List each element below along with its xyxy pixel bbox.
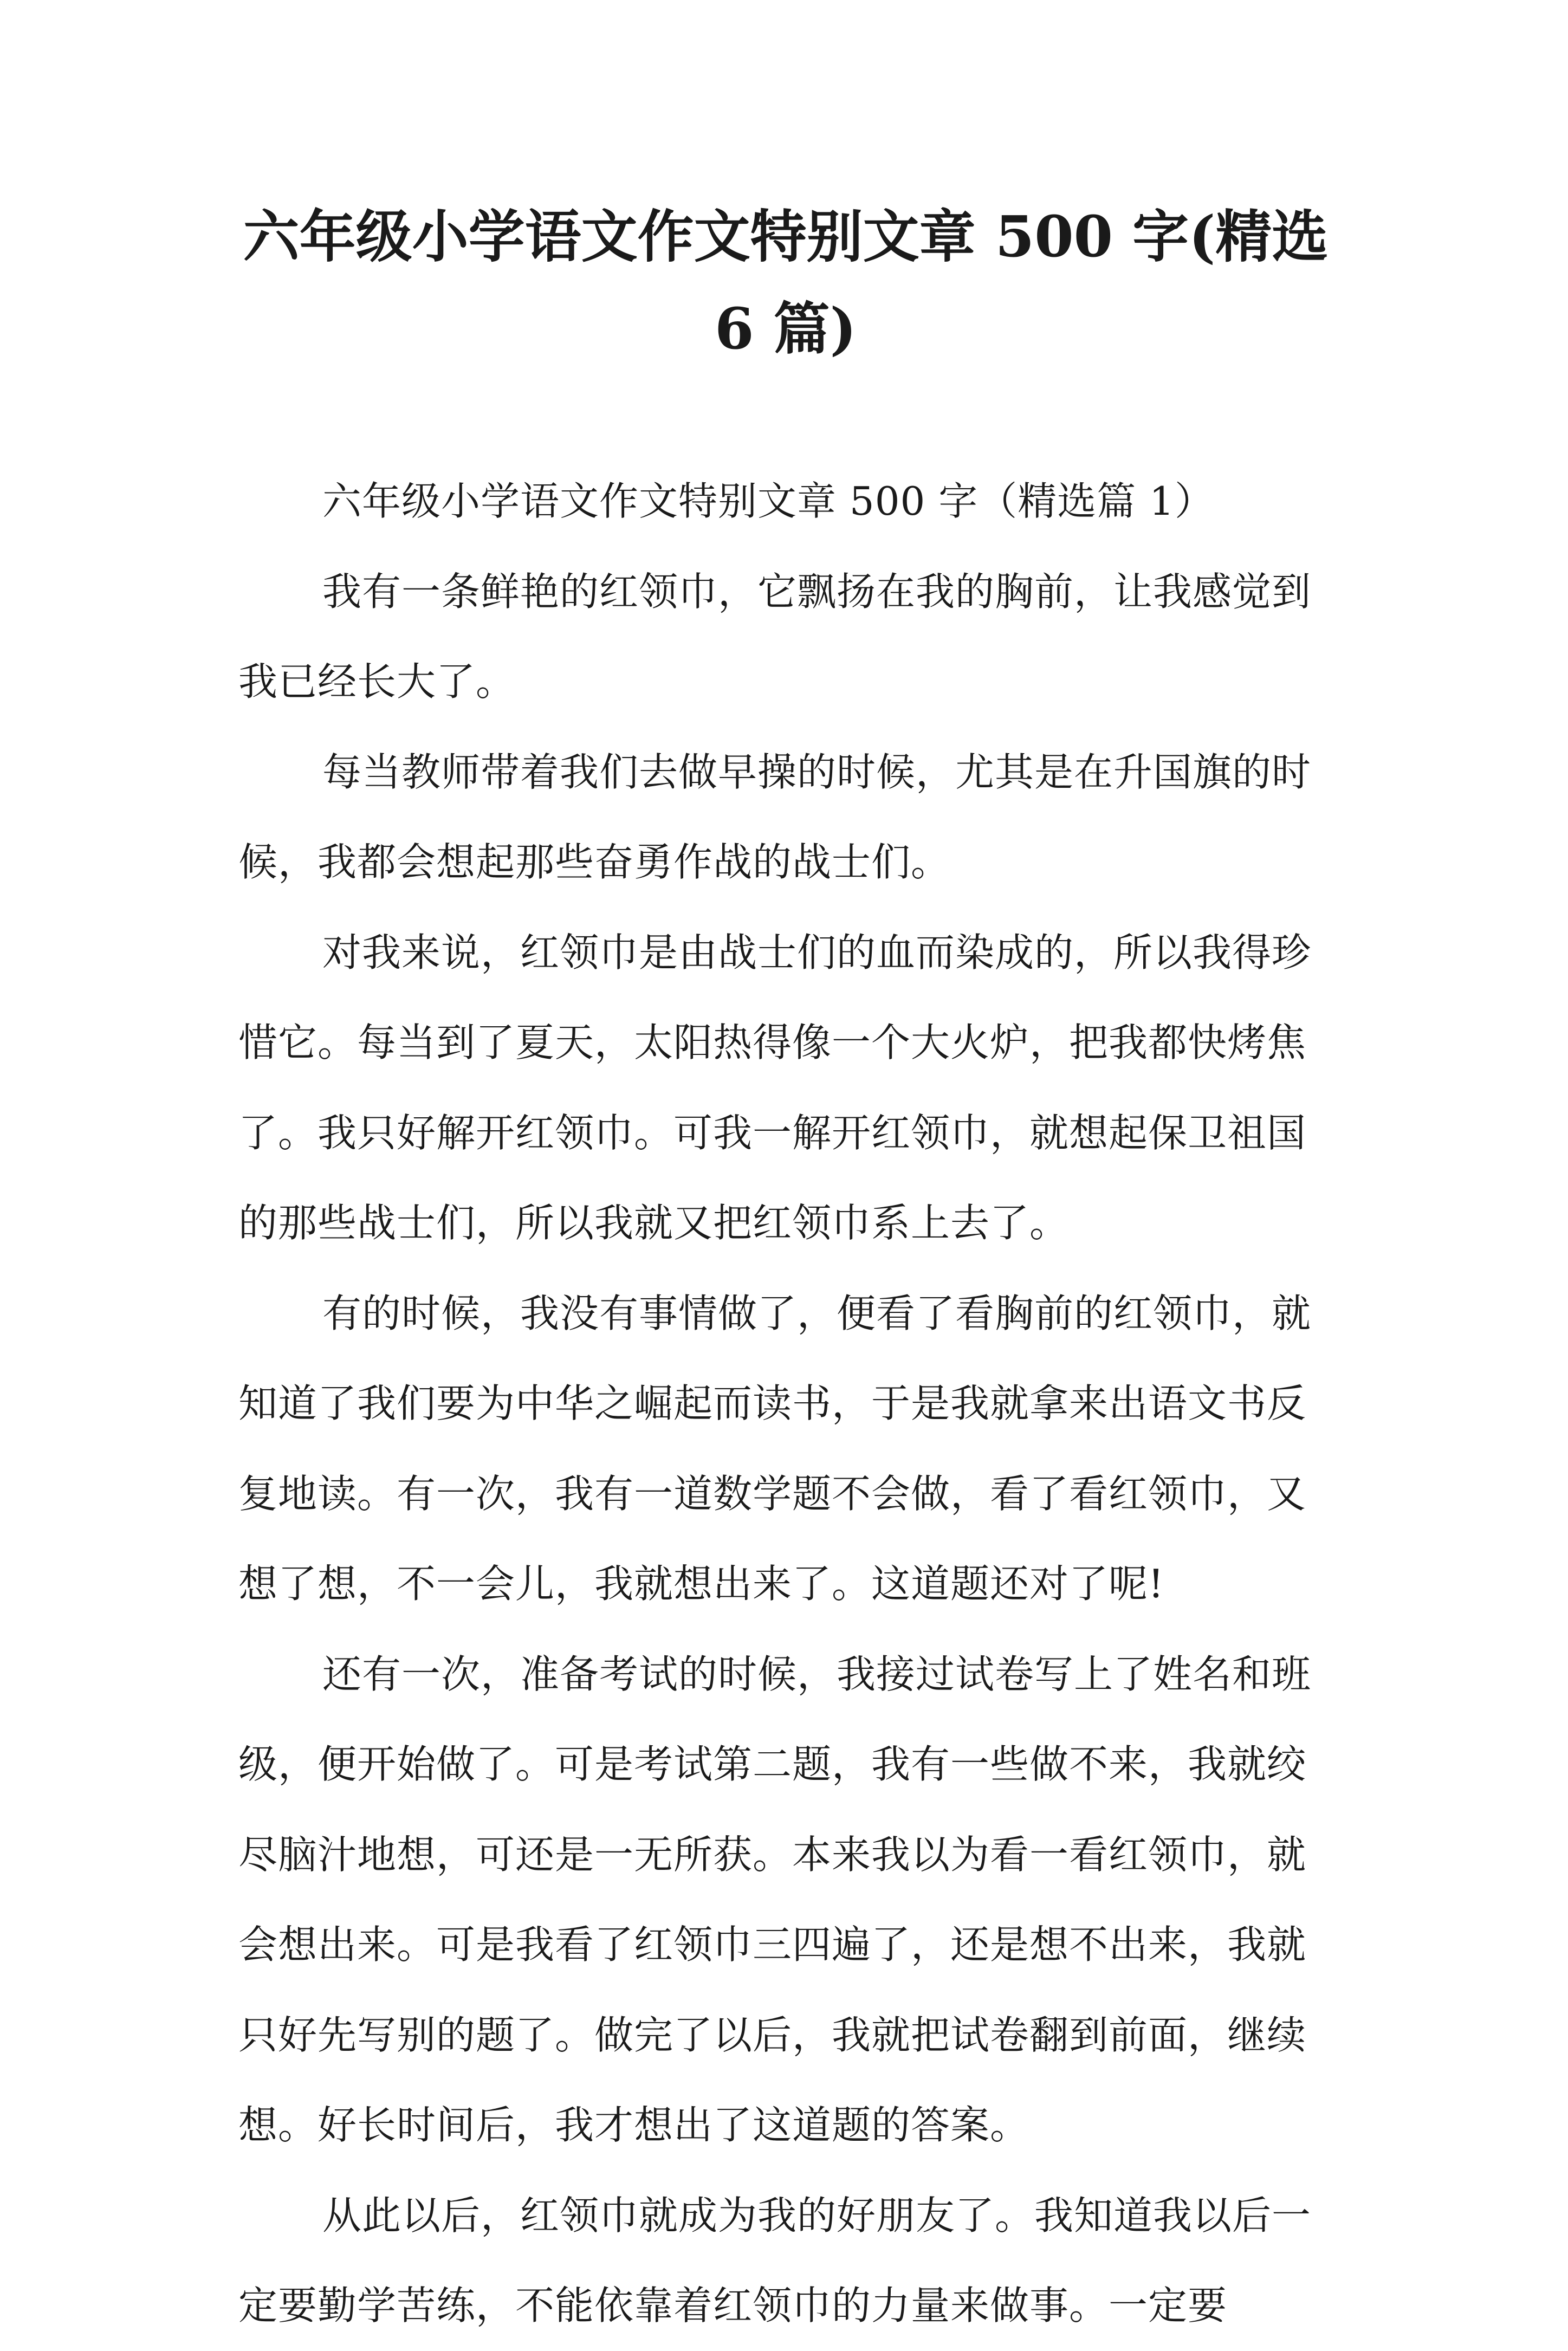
paragraph: 有的时候，我没有事情做了，便看了看胸前的红领巾，就知道了我们要为中华之崛起而读书，于是我就拿来出语文书反复地读。有一次，我有一道数学题不会做，看了看红领巾，又想了想，不一会儿，我就想出来了。这道题还对了呢! — [238, 1290, 1312, 1607]
title-line-1: 六年级小学语文作文特别文章 500 字(精选 — [243, 203, 1329, 270]
paragraph: 对我来说，红领巾是由战士们的血而染成的，所以我得珍惜它。每当到了夏天，太阳热得像一个大火炉，把我都快烤焦了。我只好解开红领巾。可我一解开红领巾，就想起保卫祖国的那些战士们，所以我就又把红领巾系上去了。 — [238, 929, 1312, 1246]
paragraph: 我有一条鲜艳的红领巾，它飘扬在我的胸前，让我感觉到我已经长大了。 — [238, 568, 1312, 704]
document-title — [238, 191, 1333, 375]
paragraph: 从此以后，红领巾就成为我的好朋友了。我知道我以后一定要勤学苦练，不能依靠着红领巾的力量来做事。一定要 — [238, 2192, 1312, 2328]
section-heading: 六年级小学语文作文特别文章 500 字（精选篇 1） — [322, 478, 1214, 524]
paragraph: 还有一次，准备考试的时候，我接过试卷写上了姓名和班级，便开始做了。可是考试第二题，我有一些做不来，我就绞尽脑汁地想，可还是一无所获。本来我以为看一看红领巾，就会想出来。可是我看了红领巾三四遍了，还是想不出来，我就只好先写别的题了。做完了以后，我就把试卷翻到前面，继续想。好长时间后，我才想出了这道题的答案。 — [238, 1651, 1312, 2148]
paragraph: 每当教师带着我们去做早操的时候，尤其是在升国旗的时候，我都会想起那些奋勇作战的战士们。 — [238, 749, 1312, 885]
title-line-2: 6 篇) — [715, 295, 857, 362]
document-body — [238, 456, 1344, 2351]
